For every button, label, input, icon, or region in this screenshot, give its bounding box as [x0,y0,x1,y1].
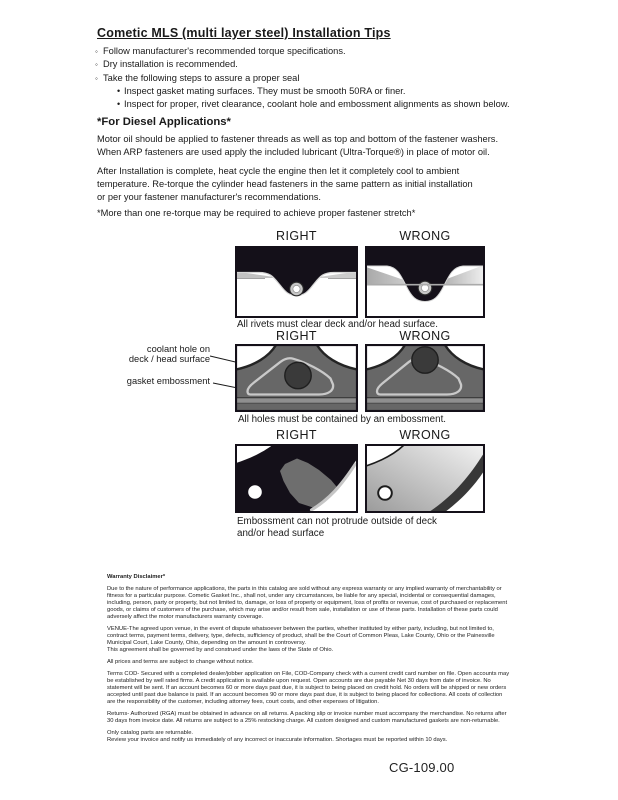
text-line: Municipal Court, Lake County, Ohio, depending on the amount in controversy. [107,640,306,646]
diagram3-caption [237,516,437,541]
diagram1-wrong-panel [365,246,485,318]
text-line: VENUE-The agreed upon venue, in the event of dispute whatsoever between the parties, whether instituted by either party, including, but not limited to, [107,626,494,632]
tips-list [95,45,510,111]
text-line: and/or head surface [237,528,325,540]
text-line: contract terms, payment terms, delivery, type, defects, sufficiency of product, shall be the Court of Common Pleas, Lake County, Ohio or the Painesville [107,633,495,639]
diagram3-right-panel [235,444,358,513]
list-item [95,45,510,58]
filled-bullet-icon: • [117,99,121,110]
diagram1-right-label: RIGHT [276,229,317,243]
tip-text: Dry installation is recommended. [103,59,238,70]
tip-text: Take the following steps to assure a proper seal [103,72,300,83]
diagram1-wrong-label: WRONG [399,229,451,243]
legal-paragraph [107,586,509,621]
rivet-clearance-wrong-figure [365,246,485,318]
diesel-paragraph-1 [97,133,498,159]
page-title: Cometic MLS (multi layer steel) Installation Tips [97,26,391,40]
retorque-note: *More than one re-torque may be required to achieve proper fastener stretch* [97,208,416,218]
list-item [95,98,510,111]
list-item [95,58,510,71]
tip-text: Inspect for proper, rivet clearance, coolant hole and embossment alignments as shown below. [124,99,510,110]
legal-paragraph [107,730,509,744]
diagram3-wrong-panel [365,444,485,513]
text-line: Due to the nature of performance applications, the parts in this catalog are sold without any express warranty or any implied warranty of merchantability or [107,586,502,592]
text-line: adversely affect the motor manufacturers warranty coverage. [107,614,264,620]
text-line: fitness for a particular purpose. Cometic Gasket Inc., shall not, under any circumstances, be liable for any special, incidental or consequential damages, [107,593,496,599]
text-line: Embossment can not protrude outside of deck [237,516,437,527]
list-item [95,72,510,85]
text-line: or per your fastener manufacturer's recommendations. [97,192,321,203]
warranty-disclaimer-heading: Warranty Disclaimer* [107,574,166,580]
gasket-embossment-label: gasket embossment [126,376,210,386]
coolant-hole-circle [285,362,311,388]
warranty-disclaimer-block [107,574,509,744]
text-line: deck / head surface [128,354,210,365]
text-line: This agreement shall be governed by and construed under the laws of the State of Ohio. [107,647,334,653]
coolant-hole-wrong-figure [365,344,485,412]
text-line: Motor oil should be applied to fastener threads as well as top and bottom of the fastener washers. [97,134,499,144]
diagram3-right-label: RIGHT [276,428,317,442]
text-line: temperature. Re-torque the cylinder head fasteners in the same pattern as initial installation [97,179,473,190]
legal-paragraph [107,659,509,666]
embossment-wrong-figure [365,444,485,513]
diagram2-right-label: RIGHT [276,329,317,343]
legal-paragraph [107,711,509,725]
text-line: All prices and terms are subject to change without notice. [107,659,254,665]
text-line: Terms COD- Secured with a completed dealer/jobber application on File, COD-Company check with a current credit card number on file. Open accounts may [107,671,510,677]
legal-paragraph [107,626,509,654]
diesel-heading: *For Diesel Applications* [97,116,231,128]
coolant-hole-circle [412,347,438,373]
text-line: are the responsibility of the customer, including attorney fees, court costs, and other expenses of litigation. [107,699,379,705]
coolant-hole-right-figure [235,344,358,412]
text-line: When ARP fasteners are used apply the included lubricant (Ultra-Torque®) in place of motor oil. [97,147,490,158]
text-line: statement will be sent. If an account becomes 60 or more days past due, it is subject to being placed on credit hold. No orders will be shipped or new orders [107,685,507,691]
diagram2-caption: All holes must be contained by an embossment. [238,414,447,425]
diesel-paragraph-2 [97,165,473,205]
diagram1-right-panel [235,246,358,318]
tip-text: Inspect gasket mating surfaces. They must be smooth 50RA or finer. [124,85,406,96]
rivet-clearance-right-figure [235,246,358,318]
text-line: coolant hole on [146,344,210,354]
diagram3-wrong-label: WRONG [399,428,451,442]
text-line: accepted until past due balance is paid. If an account becomes 90 or more days past due, it is subject to being placed for collections. All costs of collection [107,692,503,698]
bolt-hole-circle [248,485,262,499]
tip-text: Follow manufacturer's recommended torque specifications. [103,46,346,56]
open-bullet-icon: ◦ [95,47,98,56]
text-line: including, person, party or property, but not limited to, damage, or loss of property or equipment, loss of profits or revenue, cost of purchased or replacement [107,600,508,606]
diagram2-wrong-label: WRONG [399,329,451,343]
filled-bullet-icon: • [117,85,121,96]
text-line: Only catalog parts are returnable. [107,730,194,736]
legal-paragraph [107,671,509,706]
open-bullet-icon: ◦ [95,60,98,70]
text-line: Returns- Authorized (RGA) must be obtained in advance on all returns. A packing slip or invoice number must accompany the merchandise. No returns after [107,711,507,717]
text-line: 30 days from invoice date. All returns are subject to a 25% restocking charge. All custom designed and custom manufactured gaskets are non-returnable. [107,718,500,724]
doc-number: CG-109.00 [389,760,455,775]
coolant-hole-label [90,344,210,365]
diagram2-right-panel [235,344,358,412]
diagram2-wrong-panel [365,344,485,412]
text-line: goods, or claims of customers of the purchase, which may arise and/or result from sale, installation or use of these parts. Installation of these parts could [107,607,498,613]
text-line: be established by well rated firms. A credit application is available upon request. Open accounts are due payable Net 30 days from date of invoice. No [107,678,491,684]
bolt-hole-circle [378,486,392,500]
embossment-right-figure [235,444,358,513]
list-item [95,85,510,98]
diagram1-caption: All rivets must clear deck and/or head surface. [237,319,438,330]
open-bullet-icon: ◦ [95,73,98,83]
text-line: After Installation is complete, heat cycle the engine then let it completely cool to ambient [97,166,460,176]
text-line: Review your invoice and notify us immediately of any incorrect or inaccurate information. Shortages must be reported within 10 days. [107,737,448,743]
